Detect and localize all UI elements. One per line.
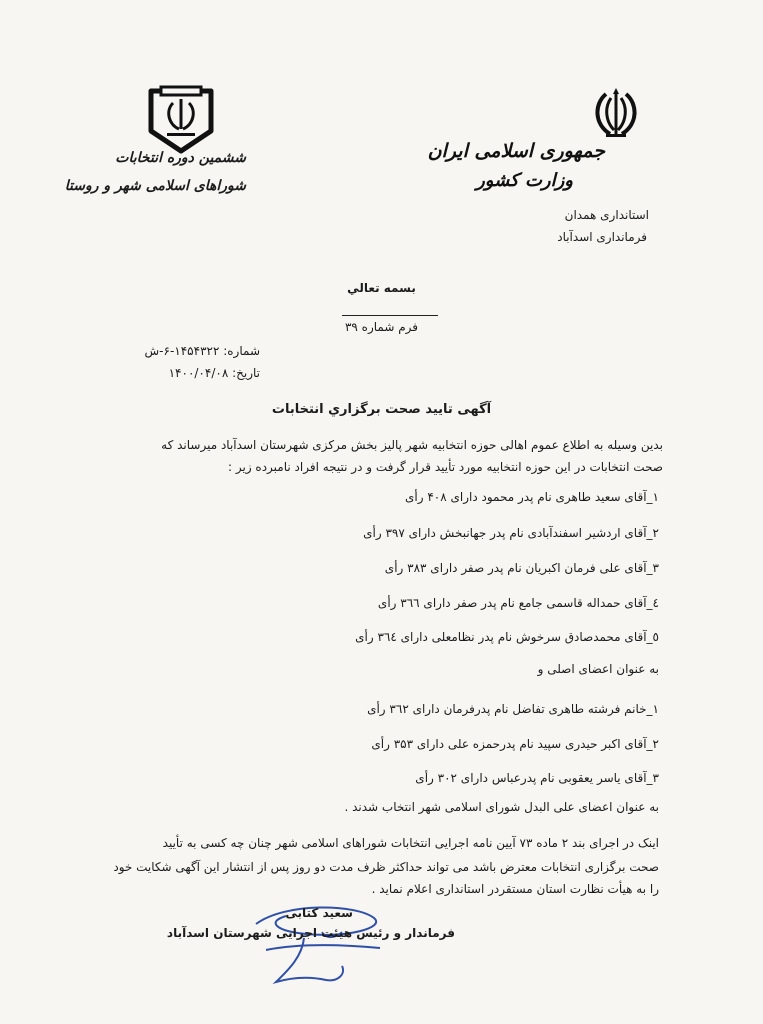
intro-line: صحت انتخابات در این حوزه انتخابیه مورد تأیید قرار گرفت و در نتیجه افراد نامبرده زیر :: [228, 460, 663, 474]
alternate-members-caption: به عنوان اعضای علی البدل شورای اسلامی شهر انتخاب شدند .: [344, 800, 659, 814]
ministry-title: جمهوری اسلامی ایران: [427, 140, 605, 162]
closing-line: را به هیأت نظارت استان مستقردر استانداری اعلام نماید .: [371, 882, 659, 896]
heading-divider: [342, 315, 438, 316]
signatory-title: فرماندار و رئیس هیئت اجرایی شهرستان اسدآباد: [166, 926, 455, 940]
province-office: استانداری همدان: [564, 208, 649, 222]
county-office: فرمانداری اسدآباد: [557, 230, 647, 244]
closing-line: اینک در اجرای بند ۲ ماده ۷۳ آیین نامه اجرایی انتخابات شوراهای اسلامی شهر چنان چه کسی به تأیید: [162, 836, 659, 850]
document-title: آگهی تایید صحت برگزاري انتخابات: [271, 402, 492, 417]
reference-number: شماره: ۱۴۵۴۳۲۲-۶-ش: [144, 344, 260, 358]
iran-emblem-icon: [588, 86, 644, 142]
intro-line: بدین وسیله به اطلاع عموم اهالی حوزه انتخابیه شهر پالیز بخش مرکزی شهرستان اسدآباد میرساند که: [161, 438, 663, 452]
alternate-member-item: ۲_آقای اکبر حیدری سپید نام پدرحمزه علی دارای ۳۵۳ رأی: [371, 737, 659, 751]
bismillah-heading: بسمه تعالي: [347, 281, 416, 295]
election-round-label: ششمین دوره انتخابات: [115, 150, 246, 166]
alternate-member-item: ۱_خانم فرشته طاهری تفاضل نام پدرفرمان دارای ۳٦۲ رأی: [367, 702, 659, 716]
main-members-caption: به عنوان اعضای اصلی و: [537, 662, 659, 676]
ballot-box-logo-icon: [143, 85, 219, 155]
council-election-label: شوراهای اسلامی شهر و روستا: [64, 178, 246, 194]
closing-line: صحت برگزاری انتخابات معترض باشد می تواند حداکثر ظرف مدت دو روز پس از انتشار این آگهی شکایت خود: [113, 860, 659, 874]
ministry-subtitle: وزارت کشور: [476, 170, 573, 191]
main-member-item: ٤_آقای حمداله قاسمی جامع نام پدر صفر دارای ۳٦٦ رأی: [377, 596, 659, 610]
main-member-item: ۳_آقای علی فرمان اکبریان نام پدر صفر دارای ۳۸۳ رأی: [384, 561, 659, 575]
alternate-member-item: ۳_آقای یاسر یعقوبی نام پدرعباس دارای ۳۰۲ رأی: [415, 771, 659, 785]
signatory-name: سعید کتابی: [285, 906, 353, 920]
main-member-item: ۱_آقای سعید طاهری نام پدر محمود دارای ۴۰۸ رأی: [405, 490, 659, 504]
form-number: فرم شماره ۳۹: [344, 320, 419, 334]
main-member-item: ۲_آقای اردشیر اسفندآبادی نام پدر جهانبخش دارای ۳۹۷ رأی: [363, 526, 659, 540]
main-member-item: ٥_آقای محمدصادق سرخوش نام پدر نظامعلی دارای ۳٦٤ رأی: [355, 630, 659, 644]
reference-date: تاریخ: ۱۴۰۰/۰۴/۰۸: [168, 366, 260, 380]
